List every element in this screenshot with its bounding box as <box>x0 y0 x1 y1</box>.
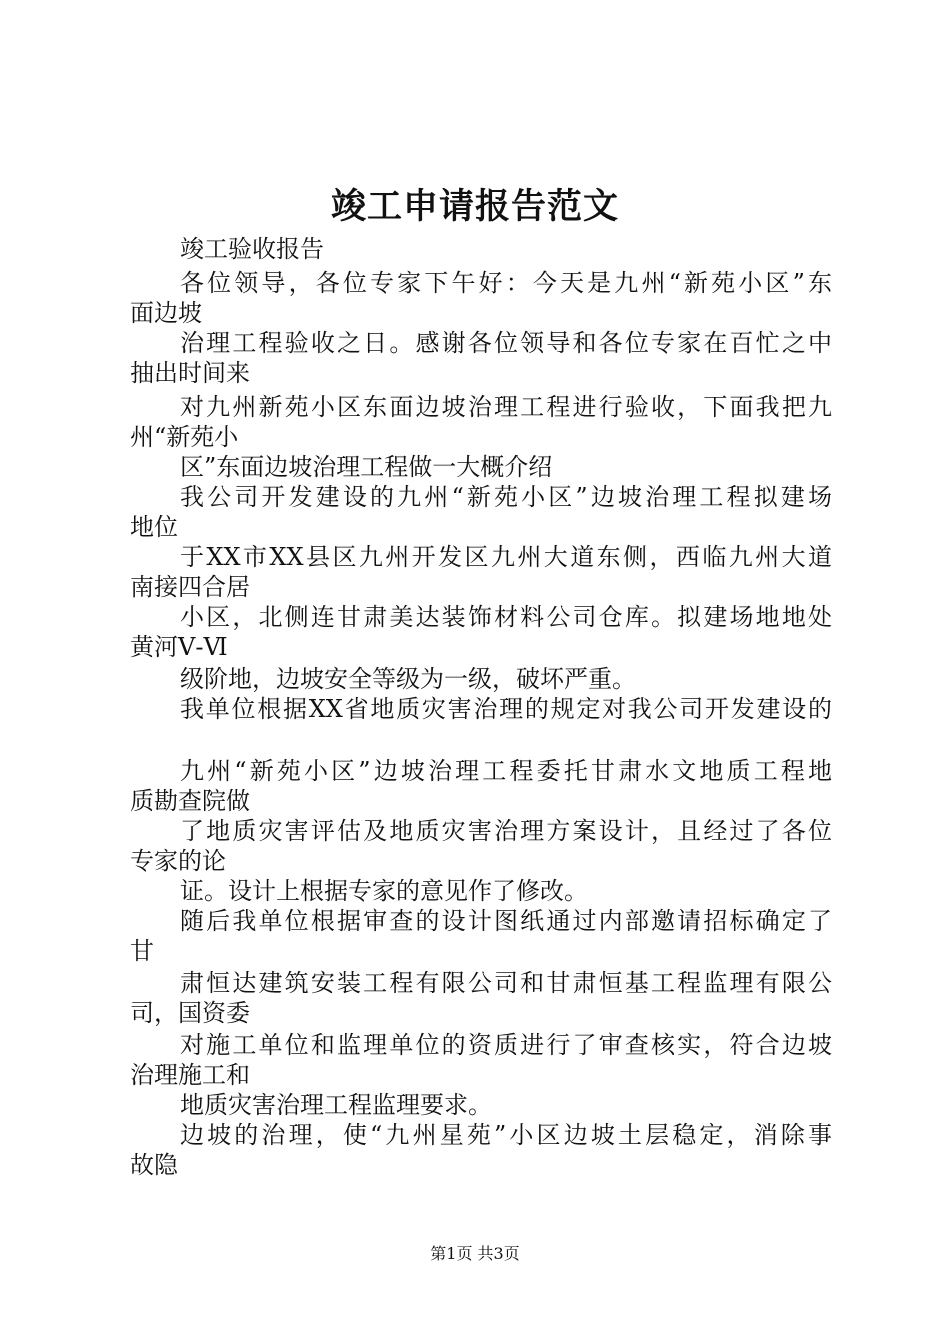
paragraph-line: 地位 <box>130 513 178 541</box>
paragraph-line: 专家的论 <box>130 847 226 875</box>
paragraph-line: 我单位根据XX省地质灾害治理的规定对我公司开发建设的 <box>180 695 832 723</box>
paragraph-line: 边坡的治理，使“九州星苑”小区边坡土层稳定，消除事 <box>180 1121 832 1149</box>
paragraph-line: 抽出时间来 <box>130 359 250 387</box>
paragraph-line: 质勘查院做 <box>130 787 250 815</box>
paragraph-line: 面边坡 <box>130 299 202 327</box>
paragraph-line: 区”东面边坡治理工程做一大概介绍 <box>180 453 553 481</box>
paragraph-line: 随后我单位根据审查的设计图纸通过内部邀请招标确定了 <box>180 907 832 935</box>
paragraph-line: 故隐 <box>130 1151 178 1179</box>
paragraph-line: 证。设计上根据专家的意见作了修改。 <box>180 877 588 905</box>
paragraph-line: 治理施工和 <box>130 1061 250 1089</box>
paragraph-line: 竣工验收报告 <box>180 235 324 263</box>
paragraph-line: 南接四合居 <box>130 573 250 601</box>
paragraph-line: 治理工程验收之日。感谢各位领导和各位专家在百忙之中 <box>180 329 832 357</box>
paragraph-line: 九州“新苑小区”边坡治理工程委托甘肃水文地质工程地 <box>180 757 832 785</box>
paragraph-line: 甘 <box>130 937 154 965</box>
page-number-footer: 第1页 共3页 <box>430 1244 520 1263</box>
paragraph-line: 司，国资委 <box>130 999 250 1027</box>
paragraph-line: 于XX市XX县区九州开发区九州大道东侧，西临九州大道 <box>180 543 832 571</box>
paragraph-line: 州“新苑小 <box>130 423 239 451</box>
paragraph-line: 对九州新苑小区东面边坡治理工程进行验收，下面我把九 <box>180 393 832 421</box>
paragraph-line: 地质灾害治理工程监理要求。 <box>180 1091 492 1119</box>
paragraph-line: 肃恒达建筑安装工程有限公司和甘肃恒基工程监理有限公 <box>180 969 832 997</box>
paragraph-line: 级阶地，边坡安全等级为一级，破坏严重。 <box>180 665 636 693</box>
paragraph-line: 小区，北侧连甘肃美达装饰材料公司仓库。拟建场地地处 <box>180 603 832 631</box>
paragraph-line: 黄河Ⅴ-Ⅵ <box>130 633 228 661</box>
document-title: 竣工申请报告范文 <box>330 186 619 227</box>
paragraph-line: 对施工单位和监理单位的资质进行了审查核实，符合边坡 <box>180 1031 832 1059</box>
paragraph-line: 了地质灾害评估及地质灾害治理方案设计，且经过了各位 <box>180 817 832 845</box>
paragraph-line: 我公司开发建设的九州“新苑小区”边坡治理工程拟建场 <box>180 483 832 511</box>
paragraph-line: 各位领导，各位专家下午好：今天是九州“新苑小区”东 <box>180 269 832 297</box>
